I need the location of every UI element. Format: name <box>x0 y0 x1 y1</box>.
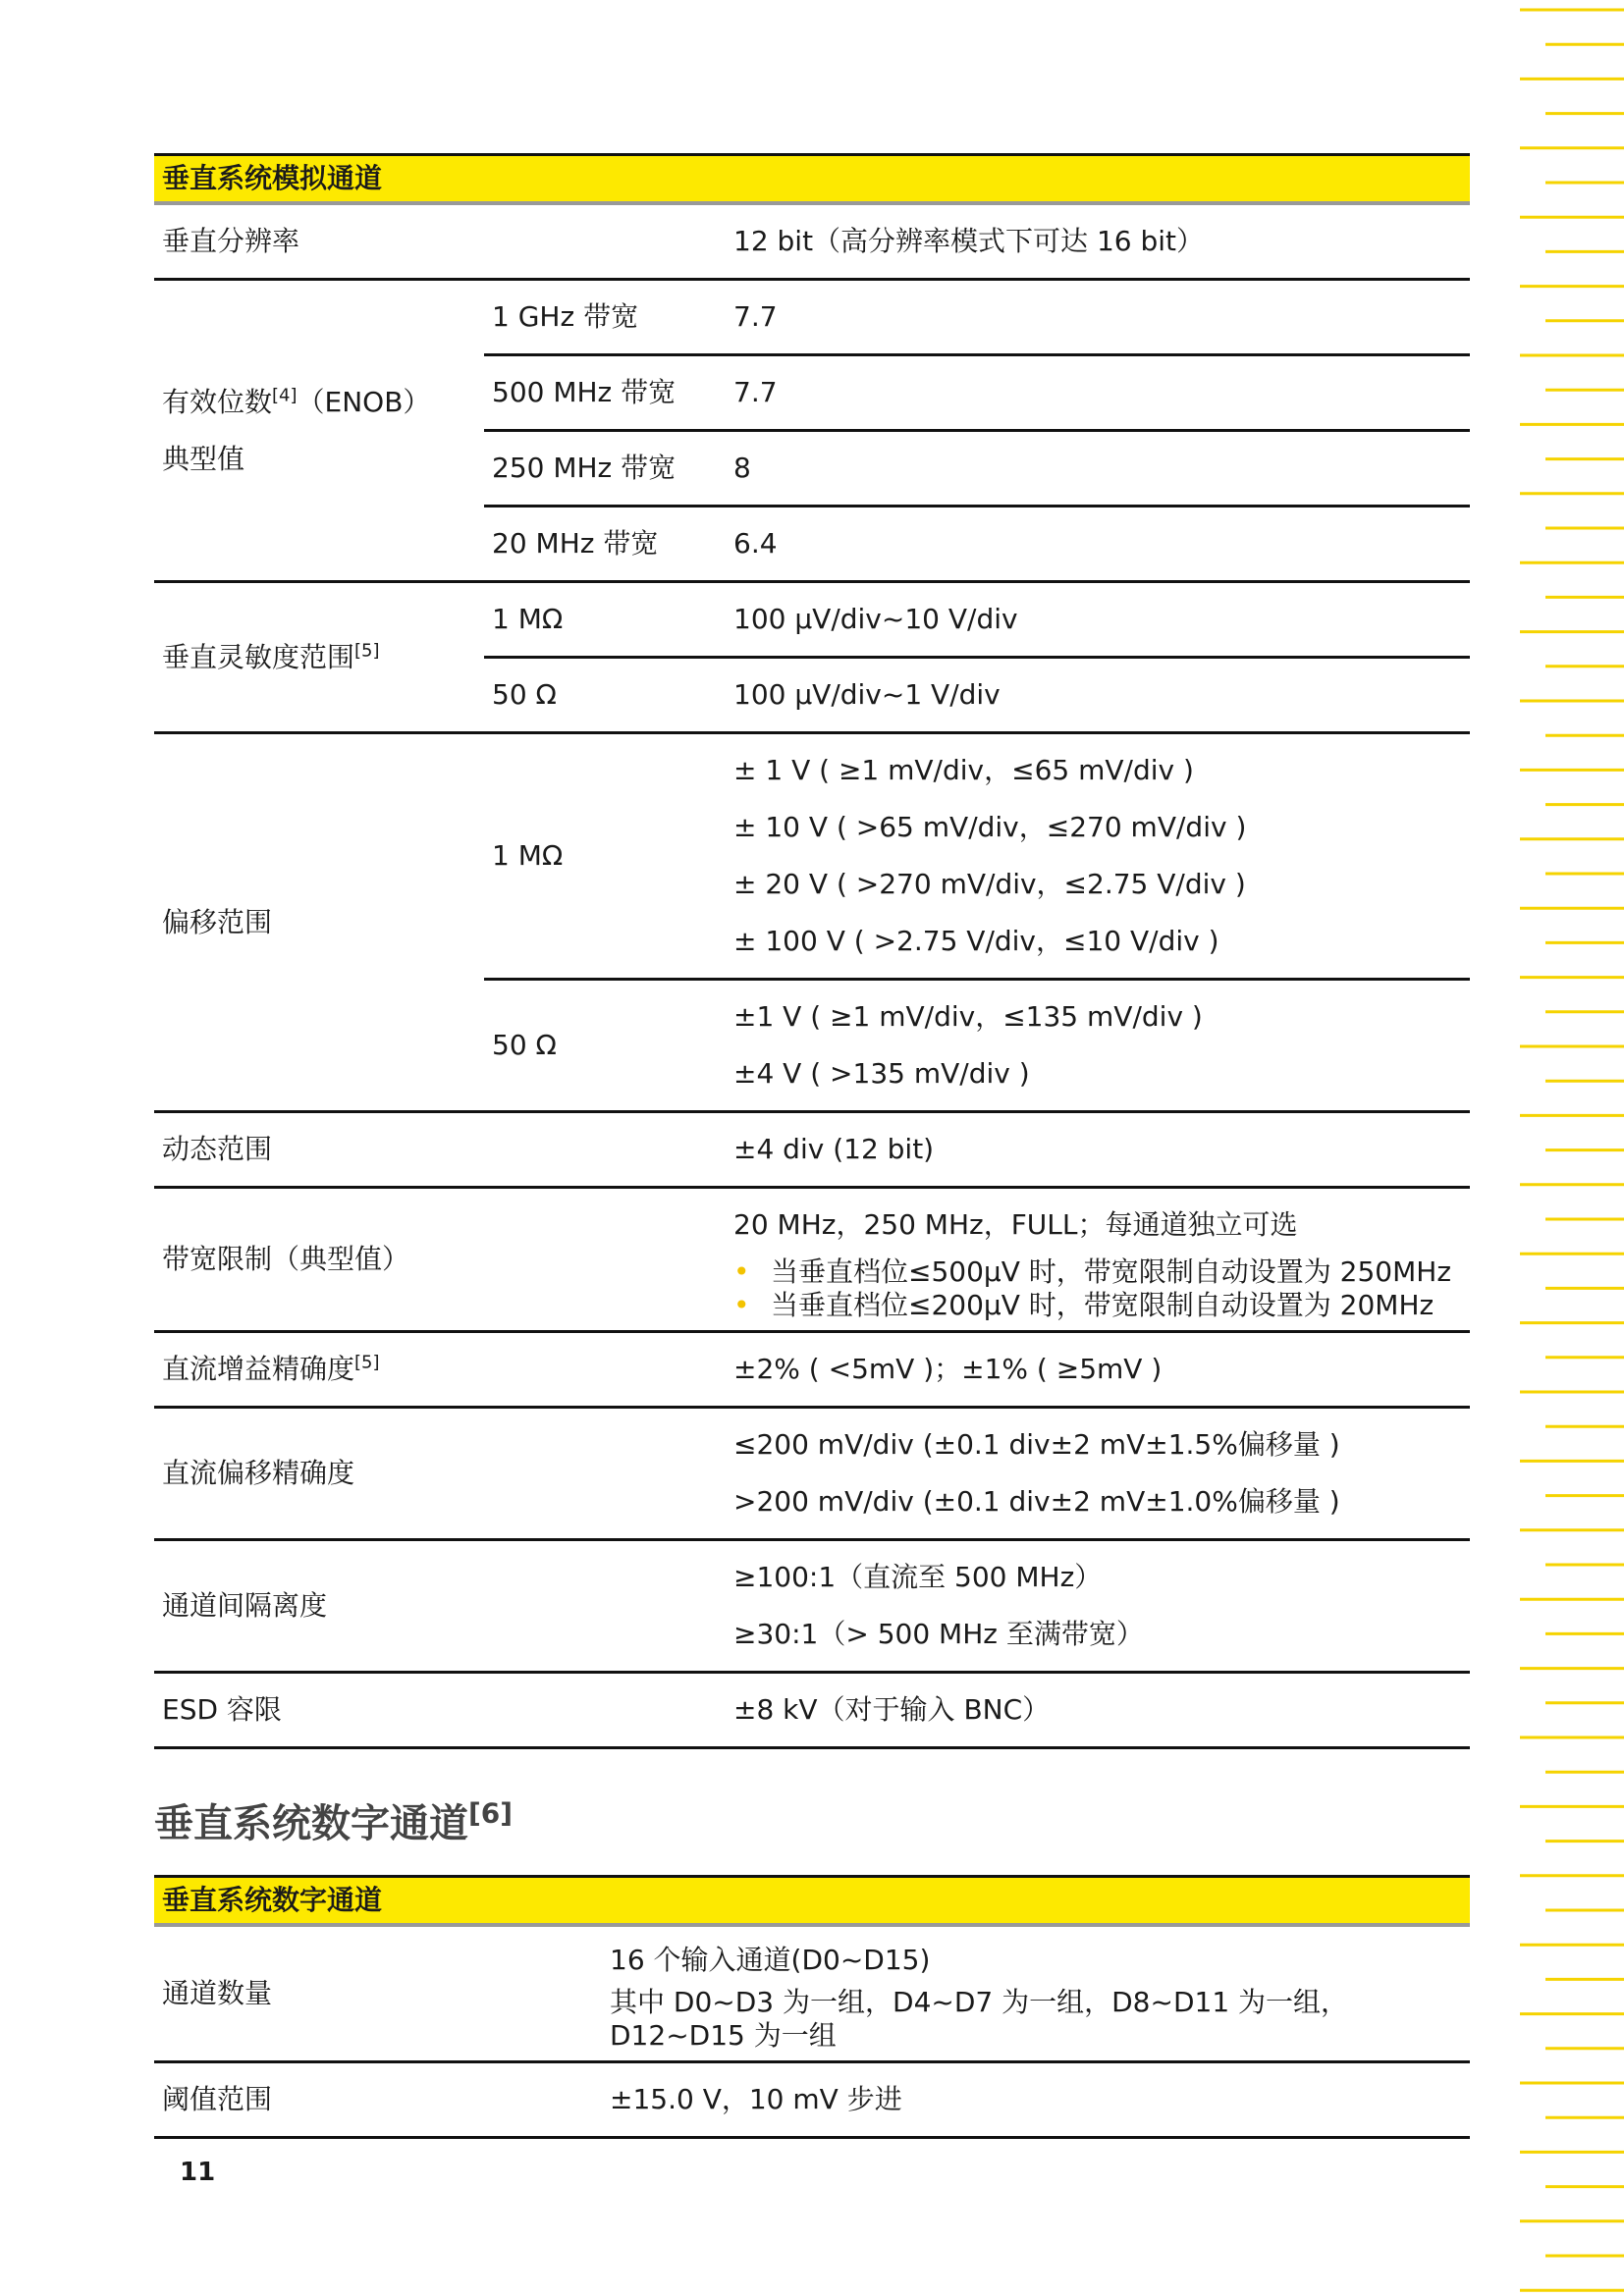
table-row: 垂直分辨率 12 bit（高分辨率模式下可达 16 bit） <box>154 203 1470 280</box>
table-row: 250 MHz 带宽 8 <box>154 431 1470 507</box>
section-title: 垂直系统数字通道[6] <box>154 1796 514 1846</box>
table-row: 20 MHz 带宽 6.4 <box>154 507 1470 582</box>
table-header: 垂直系统数字通道 <box>154 1877 1470 1926</box>
table-row: ESD 容限 ±8 kV（对于输入 BNC） <box>154 1673 1470 1748</box>
decorative-stripes <box>1506 0 1624 2296</box>
digital-channel-table <box>154 1875 1470 2139</box>
table-row: 有效位数[4]（ENOB） 典型值 1 GHz 带宽 7.7 <box>154 280 1470 355</box>
table-row: 垂直灵敏度范围[5] 1 MΩ 100 μV/div~10 V/div <box>154 582 1470 658</box>
table-row: 500 MHz 带宽 7.7 <box>154 355 1470 431</box>
analog-channel-table <box>154 153 1470 1749</box>
table-row: 偏移范围 1 MΩ ± 1 V ( ≥1 mV/div，≤65 mV/div ) ± 10 V ( >65 mV/div，≤270 mV/div ) ± 20 V ( >270 mV/div，≤2.75 V/div ) ± 100 V ( >2.75 V/div，≤10 V/div ) <box>154 733 1470 980</box>
table-row: 直流增益精确度[5] ±2% ( <5mV )；±1% ( ≥5mV ) <box>154 1332 1470 1408</box>
table-header: 垂直系统模拟通道 <box>154 155 1470 204</box>
table-row: 50 Ω ±1 V ( ≥1 mV/div，≤135 mV/div ) ±4 V ( >135 mV/div ) <box>154 980 1470 1112</box>
bullet-icon: • <box>733 1255 750 1288</box>
list-item: • 当垂直档位≤500μV 时，带宽限制自动设置为 250MHz <box>733 1255 1452 1288</box>
table-row: 动态范围 ±4 div (12 bit) <box>154 1112 1470 1188</box>
page-number: 11 <box>180 2158 216 2187</box>
table-row: 带宽限制（典型值） 20 MHz，250 MHz，FULL；每通道独立可选 • 当垂直档位≤500μV 时，带宽限制自动设置为 250MHz • 当垂直档位≤200μV 时，带宽限制自动设置为 20MHz <box>154 1188 1470 1332</box>
list-item: • 当垂直档位≤200μV 时，带宽限制自动设置为 20MHz <box>733 1289 1435 1321</box>
table-row: 直流偏移精确度 ≤200 mV/div (±0.1 div±2 mV±1.5%偏移量 ) >200 mV/div (±0.1 div±2 mV±1.0%偏移量 ) <box>154 1408 1470 1540</box>
bullet-icon: • <box>733 1289 750 1321</box>
table-row: 50 Ω 100 μV/div~1 V/div <box>154 658 1470 733</box>
table-row: 通道间隔离度 ≥100:1（直流至 500 MHz） ≥30:1（> 500 MHz 至满带宽） <box>154 1540 1470 1673</box>
table-row: 阈值范围 ±15.0 V，10 mV 步进 <box>154 2062 1470 2138</box>
table-row: 通道数量 16 个输入通道(D0~D15) 其中 D0~D3 为一组，D4~D7 为一组，D8~D11 为一组，D12~D15 为一组 <box>154 1925 1470 2062</box>
